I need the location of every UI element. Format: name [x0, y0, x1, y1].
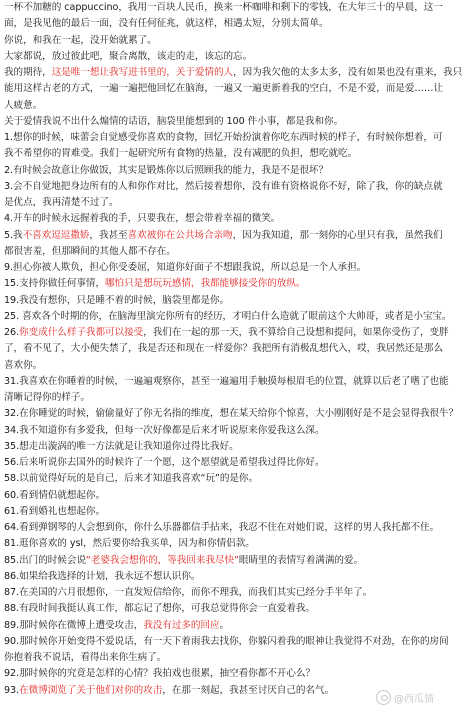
text-segment: 。	[219, 619, 230, 631]
text-line	[4, 635, 449, 649]
text-line	[4, 132, 443, 145]
highlighted-text: 不喜欢逗逗撒娇	[22, 229, 90, 241]
text-segment: 19.我没有想你，只是睡不着的时候，脑袋里都是你。	[4, 294, 230, 306]
text-segment: 58.以前觉得好玩的是自己，后来才知道我喜欢“玩”的是你。	[4, 473, 258, 485]
text-line	[4, 506, 438, 519]
text-segment: ，我们在一起的那一天，我不算给自己设想和提问，如果你受伤了，变胖	[143, 327, 449, 338]
text-line	[4, 408, 459, 421]
text-line	[4, 425, 438, 438]
highlighted-text: 我没有过多的回应	[143, 619, 220, 631]
text-line	[4, 35, 438, 48]
text-segment: 89.那时候你在微博上遭受攻击，	[4, 619, 144, 631]
text-segment: 我不希望你的胃难受。我们一起研究所有食物的热量，没有减肥的负担，想吃就吃。	[4, 148, 358, 160]
text-line	[4, 2, 443, 15]
text-segment: 88.有段时间我挺认真工作，都忘记了想你，可我总觉得你会一直爱着我。	[4, 603, 315, 615]
text-segment: 25. 喜欢各个时期的你，在脑海里演完你所有的经历，才明白什么造就了眼前这个大帅哥，或者是小宝宝。	[4, 310, 452, 322]
text-segment: 32.在你睡觉的时候，偷偷量好了你无名指的维度，想在某天给你个惊喜，大小刚刚好是不是会显得我很牛？	[4, 408, 459, 420]
text-line	[4, 392, 438, 405]
text-line	[4, 603, 438, 616]
text-line	[4, 165, 438, 178]
text-segment: 人疲惫。	[4, 99, 43, 111]
text-line	[4, 229, 443, 243]
text-segment: 能用这样古老的方式，一遍一遍把他回忆在脑海，一遍又一遍更新着我的空白，不是不爱，而是爱……让	[4, 83, 444, 95]
text-line	[4, 457, 438, 470]
text-segment: 大家都说，放过彼此吧，聚合离散，该走的走，该忘的忘。	[4, 50, 253, 62]
text-line	[4, 278, 438, 291]
text-segment: 93.	[4, 684, 20, 696]
highlighted-text: 哪怕只是想玩玩感情，我都能够接受你的放纵。	[105, 278, 306, 290]
text-line	[4, 441, 438, 454]
text-segment: 9.担心你被人欺负，担心你受委屈，知道你好面子不想跟我说，所以总是一个人承担。	[4, 262, 367, 273]
watermark-text: @西瓜猫	[394, 693, 434, 705]
text-segment: 我的期待，	[4, 67, 52, 78]
text-segment: 81.逛你喜欢的 ysl，然后要你给我买单，因为和你情侣款。	[4, 538, 255, 550]
text-line	[4, 490, 438, 503]
weibo-logo-icon	[376, 690, 391, 705]
text-segment: 是优点，我再清楚不过了。	[4, 197, 119, 208]
text-segment: 87.在美国的六月很想你，一直发短信给你，而你不理我，而我们其实已经分手半年了。	[4, 587, 373, 598]
text-segment: 一杯不加糖的 cappuccino，我用一百块人民币，换来一杯咖啡和剩下的零钱，在大年三十的早晨，这一	[4, 2, 443, 13]
text-segment: 喜欢你。	[4, 359, 43, 371]
highlighted-text: 在微博浏览了关于他们对你的攻击	[19, 684, 163, 696]
text-segment: ，因为我欠他的太多太多，没有如果也没有重来，我只	[233, 67, 462, 78]
text-line	[4, 51, 438, 64]
text-segment: 面，是我见他的最后一面，没有任何征兆，就这样，相遇太短，分别太简单。	[4, 18, 329, 30]
text-segment: 5.我	[4, 229, 23, 241]
text-segment: ，在那一刻起，我甚至讨厌自己的名气。	[162, 684, 335, 696]
text-line	[4, 522, 438, 535]
text-segment: 34.我不知道你有多爱我，但每一次好像都是后来才听说原来你爱我这么深。	[4, 424, 325, 436]
highlighted-text: 你变成什么样子我都可以接受	[19, 327, 144, 338]
text-segment: 35.想走出漩涡的唯一方法就是让我知道你过得比我好。	[4, 440, 239, 452]
highlighted-text: “老婆我会想你的，等我回来我尽快”	[85, 554, 239, 566]
text-segment: 3.会不自觉地把身边所有的人和你作对比，然后接着想你，没有谁有资格说你不好，除了我，你的缺点就	[4, 180, 443, 192]
text-line	[4, 83, 444, 96]
text-segment: 15.支持你做任何事情，	[4, 278, 106, 290]
text-segment: 消极乱想代入，哎，我居然还是那么	[290, 343, 444, 355]
text-line	[4, 587, 438, 600]
text-line	[4, 473, 438, 486]
text-line	[4, 180, 443, 194]
text-line	[4, 262, 438, 275]
text-segment: 2.有时候会故意让你做饭，其实是锻炼你以后照顾我的能力，我是不是很坏？	[4, 164, 328, 176]
text-line	[4, 620, 438, 633]
text-line	[4, 67, 462, 80]
text-segment: 眼睛里的表情写着满满的爱。	[238, 554, 363, 566]
text-segment: 64.看到弹钢琴的人会想到你，你什么乐器都信手拈来，我忍不住在对她们说，这样的男人我托都不住。	[4, 522, 440, 533]
text-line	[4, 538, 438, 551]
text-line	[4, 685, 438, 698]
text-segment: ，我甚至	[89, 229, 128, 241]
text-segment: 90.那时候你开始变得不爱说话，有一天下着雨我去找你，你躲闪着我的眼神让我觉得不对劲，在你的房间	[4, 635, 449, 647]
highlighted-text: 喜欢被你在公共场合亲吻	[127, 229, 233, 241]
text-segment: 31.我喜欢在你睡着的时候，一遍遍观察你，甚至一遍遍用手触摸每根眉毛的位置，就算以后老了嗜了也能	[4, 375, 449, 387]
text-line	[4, 668, 438, 681]
text-segment: 56.后来听说你去国外的时候许了一个愿，这个愿望就是希望我过得比你好。	[4, 457, 325, 468]
text-line	[4, 310, 452, 324]
text-line	[4, 246, 438, 259]
text-segment: 都很害羞，但那瞬间的其他人都不存在。	[4, 245, 176, 257]
highlighted-text: 这是唯一想让我写进书里的，关于爱情的人	[51, 67, 234, 78]
text-line	[4, 148, 438, 161]
text-segment: 61.看到婚礼也想起你。	[4, 505, 106, 517]
text-segment: 86.如果给我选择的计划，我永远不想认识你。	[4, 570, 201, 582]
text-line	[4, 343, 444, 356]
text-line	[4, 555, 438, 568]
text-line	[4, 197, 438, 210]
text-segment: 26.	[4, 327, 20, 338]
watermark	[376, 688, 434, 706]
text-line	[4, 18, 438, 31]
text-line	[4, 327, 449, 340]
text-segment: 4.开车的时候永远握着我的手，只要我在，想会带着幸福的微笑。	[4, 213, 281, 225]
text-line	[4, 571, 438, 584]
text-segment: 92.那时候你的究竟是怎样的心情？我拍戏也很累，抽空看你都不开心么？	[4, 668, 315, 680]
text-segment: ，因为我知道，那一刻你的心里只有我，虽然我们	[232, 229, 443, 241]
text-segment: 你抱着我不说话，看得出来你生病了。	[4, 652, 167, 663]
text-line	[4, 295, 438, 308]
text-segment: 1.想你的时候，味蕾会自觉感受你喜欢的食物，回忆开始扮演着你吃东西时候的样子，有时候你想着，可	[4, 132, 443, 143]
text-line	[4, 213, 438, 226]
text-segment: 60.看到情侣就想起你。	[4, 489, 106, 501]
text-segment: 关于爱情我说不出什么煽情的话语，脑袋里能想到的 100 件小事，都是我和你。	[4, 115, 344, 127]
text-segment: 了，看不见了，大小便失禁了，我是否还和现在一样爱你？我把所有	[4, 343, 291, 355]
text-segment: 你说，和我在一起，没开始就累了。	[4, 34, 157, 46]
text-segment: 清晰记得你的样子。	[4, 392, 90, 403]
text-line	[4, 360, 438, 373]
text-segment: 85.出门的时候会说	[4, 554, 86, 566]
text-line	[4, 652, 438, 665]
text-line	[4, 116, 438, 129]
text-line	[4, 375, 449, 389]
text-line	[4, 100, 438, 113]
